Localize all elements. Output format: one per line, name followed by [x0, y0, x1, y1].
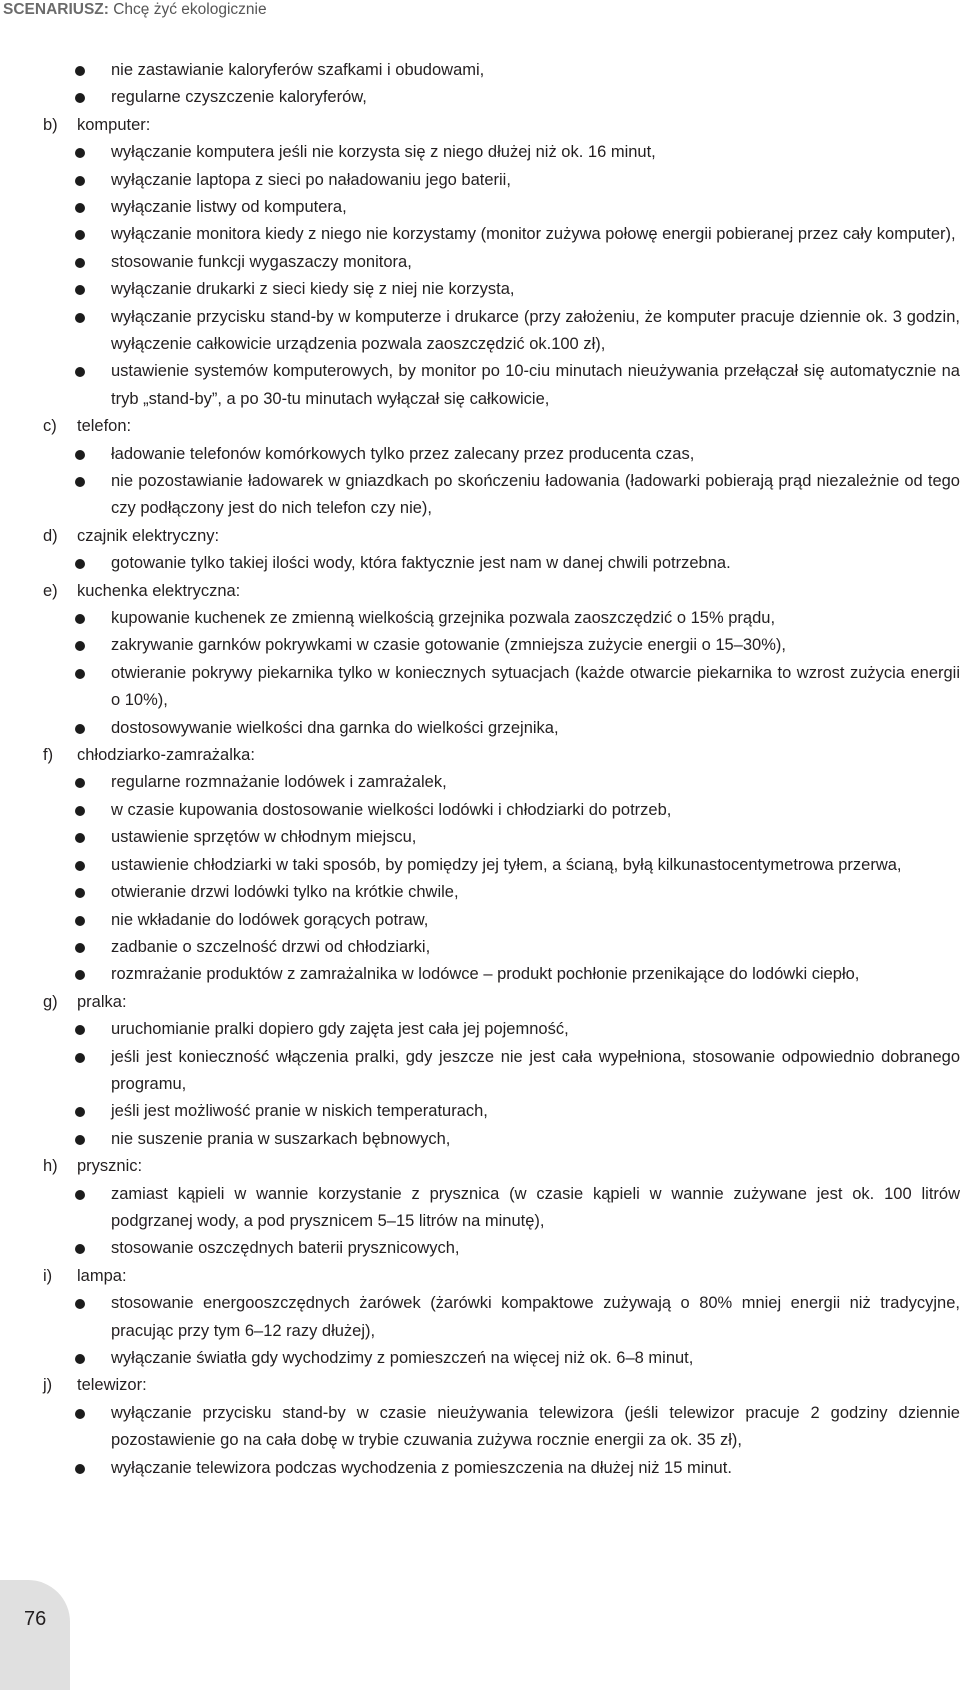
section-list: [0, 605, 960, 742]
scenario-label: SCENARIUSZ:: [3, 1, 109, 18]
section-heading: [0, 1372, 960, 1399]
section-heading: [0, 742, 960, 769]
section-heading: [0, 413, 960, 440]
section-name: telewizor:: [77, 1376, 147, 1395]
section-letter: f): [43, 746, 54, 765]
list-item: zakrywanie garnków pokrywkami w czasie gotowanie (zmniejsza zużycie energii o 15–30%),: [0, 632, 960, 659]
list-item: ustawienie sprzętów w chłodnym miejscu,: [0, 824, 960, 851]
section-list: [0, 1016, 960, 1153]
section-name: telefon:: [77, 417, 132, 436]
list-item: ładowanie telefonów komórkowych tylko przez zalecany przez producenta czas,: [0, 441, 960, 468]
list-item: zadbanie o szczelność drzwi od chłodziarki,: [0, 934, 960, 961]
document-body: [0, 57, 960, 1482]
list-item: dostosowywanie wielkości dna garnka do wielkości grzejnika,: [0, 715, 960, 742]
section-letter: c): [43, 417, 57, 436]
list-item: gotowanie tylko takiej ilości wody, która faktycznie jest nam w danej chwili potrzebna.: [0, 550, 960, 577]
section-name: lampa:: [77, 1266, 127, 1285]
list-item: wyłączanie listwy od komputera,: [0, 194, 960, 221]
list-item: zamiast kąpieli w wannie korzystanie z prysznica (w czasie kąpieli w wannie zużywane jest ok. 100 litrów podgrzanej wody, a pod prysznicem 5–15 litrów na minutę),: [0, 1181, 960, 1236]
list-item: nie pozostawianie ładowarek w gniazdkach po skończeniu ładowania (ładowarki pobierają prąd niezależnie od tego czy podłączony jest do nich telefon czy nie),: [0, 468, 960, 523]
list-item: wyłączanie przycisku stand-by w czasie nieużywania telewizora (jeśli telewizor pracuje 2 godziny dziennie pozostawienie go na cała dobę w trybie czuwania zużywa rocznie energii za ok. 35 zł),: [0, 1400, 960, 1455]
section-heading: [0, 578, 960, 605]
list-item: wyłączanie światła gdy wychodzimy z pomieszczeń na więcej niż ok. 6–8 minut,: [0, 1345, 960, 1372]
list-item: w czasie kupowania dostosowanie wielkości lodówki i chłodziarki do potrzeb,: [0, 797, 960, 824]
list-item: wyłączanie monitora kiedy z niego nie korzystamy (monitor zużywa połowę energii pobieranej przez cały komputer),: [0, 221, 960, 248]
list-item: wyłączanie laptopa z sieci po naładowaniu jego baterii,: [0, 167, 960, 194]
list-item: nie suszenie prania w suszarkach bębnowych,: [0, 1126, 960, 1153]
section-name: prysznic:: [77, 1157, 143, 1176]
list-item: jeśli jest możliwość pranie w niskich temperaturach,: [0, 1098, 960, 1125]
list-item: regularne czyszczenie kaloryferów,: [0, 84, 960, 111]
list-item: otwieranie drzwi lodówki tylko na krótkie chwile,: [0, 879, 960, 906]
list-item: stosowanie oszczędnych baterii prysznicowych,: [0, 1235, 960, 1262]
section-heading: [0, 1263, 960, 1290]
intro-list: [0, 57, 960, 112]
section-list: [0, 769, 960, 988]
section-letter: b): [43, 115, 58, 134]
list-item: regularne rozmnażanie lodówek i zamrażalek,: [0, 769, 960, 796]
list-item: stosowanie energooszczędnych żarówek (żarówki kompaktowe zużywają o 80% mniej energii niż tradycyjne, pracując przy tym 6–12 razy dłużej),: [0, 1290, 960, 1345]
section-letter: d): [43, 526, 58, 545]
page-number-tab: [0, 1580, 70, 1690]
section-letter: h): [43, 1157, 58, 1176]
section-heading: [0, 112, 960, 139]
section-list: [0, 139, 960, 413]
section-heading: [0, 1153, 960, 1180]
section-list: [0, 441, 960, 523]
section-name: czajnik elektryczny:: [77, 526, 220, 545]
list-item: jeśli jest konieczność włączenia pralki, gdy jeszcze nie jest cała wypełniona, stosowanie odpowiednio dobranego programu,: [0, 1044, 960, 1099]
page-number: 76: [24, 1608, 47, 1630]
section-name: kuchenka elektryczna:: [77, 581, 241, 600]
section-letter: i): [43, 1266, 53, 1285]
section-name: komputer:: [77, 115, 151, 134]
list-item: wyłączanie drukarki z sieci kiedy się z niej nie korzysta,: [0, 276, 960, 303]
list-item: wyłączanie telewizora podczas wychodzenia z pomieszczenia na dłużej niż 15 minut.: [0, 1455, 960, 1482]
list-item: rozmrażanie produktów z zamrażalnika w lodówce – produkt pochłonie przenikające do lodówki ciepło,: [0, 961, 960, 988]
section-name: chłodziarko-zamrażalka:: [77, 746, 255, 765]
list-item: nie wkładanie do lodówek gorących potraw,: [0, 907, 960, 934]
list-item: wyłączanie komputera jeśli nie korzysta się z niego dłużej niż ok. 16 minut,: [0, 139, 960, 166]
section-list: [0, 550, 960, 577]
scenario-title: Chcę żyć ekologicznie: [113, 1, 267, 18]
list-item: ustawienie systemów komputerowych, by monitor po 10-ciu minutach nieużywania przełączał się automatycznie na tryb „stand-by”, a po 30-tu minutach wyłączał się całkowicie,: [0, 358, 960, 413]
section-heading: [0, 989, 960, 1016]
list-item: kupowanie kuchenek ze zmienną wielkością grzejnika pozwala zaoszczędzić o 15% prądu,: [0, 605, 960, 632]
list-item: ustawienie chłodziarki w taki sposób, by pomiędzy jej tyłem, a ścianą, byłą kilkunastocentymetrowa przerwa,: [0, 852, 960, 879]
section-list: [0, 1400, 960, 1482]
section-list: [0, 1290, 960, 1372]
section-letter: g): [43, 992, 58, 1011]
section-letter: e): [43, 581, 58, 600]
section-list: [0, 1181, 960, 1263]
section-heading: [0, 523, 960, 550]
sections-container: [0, 112, 960, 1482]
list-item: stosowanie funkcji wygaszaczy monitora,: [0, 249, 960, 276]
list-item: wyłączanie przycisku stand-by w komputerze i drukarce (przy założeniu, że komputer pracuje dziennie ok. 3 godzin, wyłączenie całkowicie urządzenia pozwala zaoszczędzić ok.100 zł),: [0, 304, 960, 359]
section-name: pralka:: [77, 992, 127, 1011]
list-item: nie zastawianie kaloryferów szafkami i obudowami,: [0, 57, 960, 84]
list-item: otwieranie pokrywy piekarnika tylko w koniecznych sytuacjach (każde otwarcie piekarnika to wzrost zużycia energii o 10%),: [0, 660, 960, 715]
section-letter: j): [43, 1376, 53, 1395]
page-header: [3, 1, 267, 19]
list-item: uruchomianie pralki dopiero gdy zajęta jest cała jej pojemność,: [0, 1016, 960, 1043]
